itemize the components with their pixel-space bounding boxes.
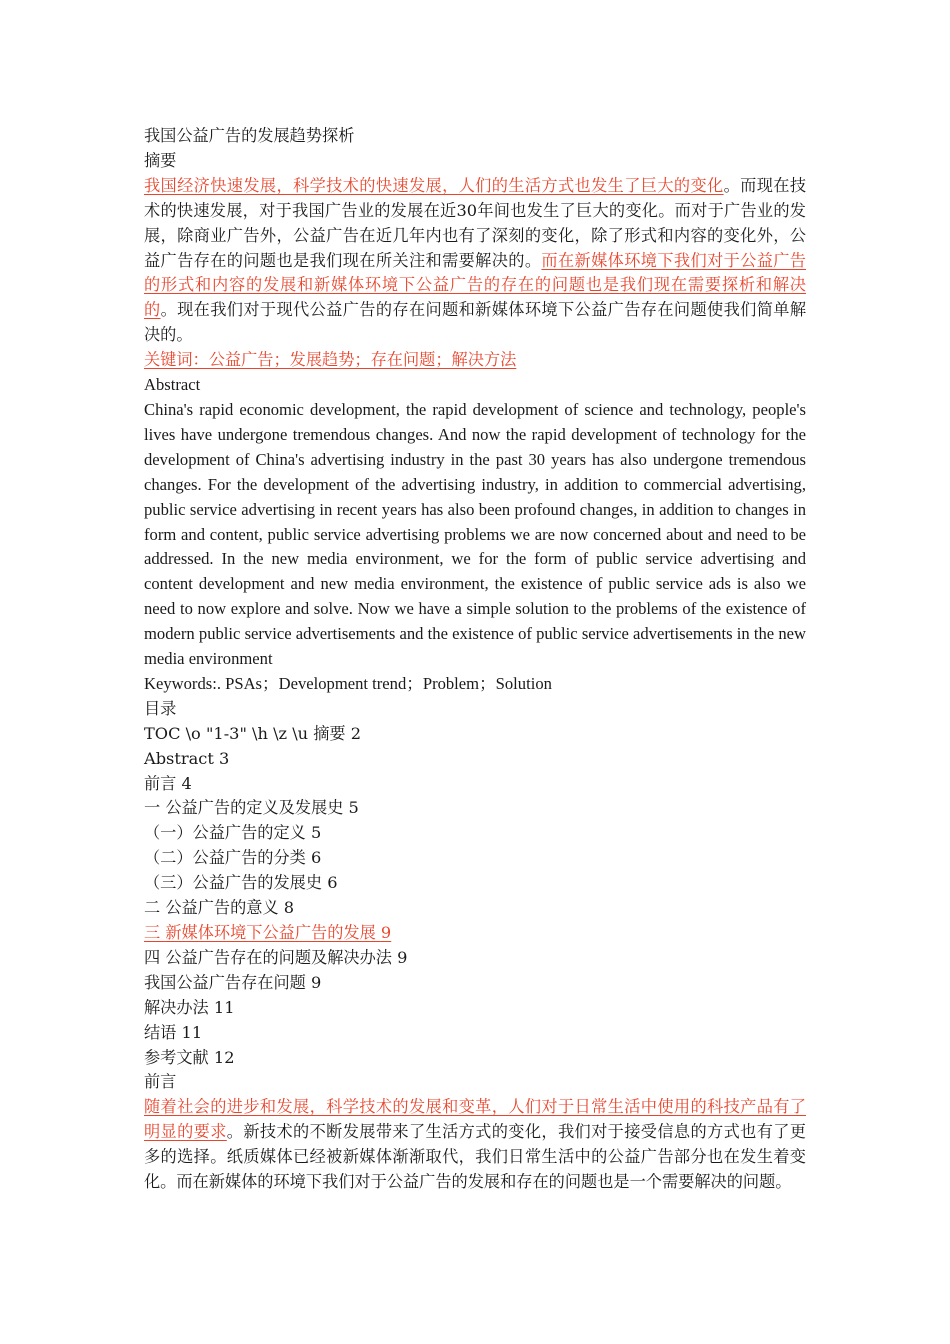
highlight-link[interactable]: 我国经济快速发展，科学技术的快速发展，人们的生活方式也发生了巨大的变化 (144, 175, 724, 195)
toc-item[interactable]: 参考文献 12 (144, 1047, 235, 1067)
toc-item[interactable]: （三）公益广告的发展史 6 (144, 873, 338, 893)
document-page (144, 124, 806, 1195)
toc-item[interactable]: 解决办法 11 (144, 997, 235, 1017)
abstract-cn-heading: 摘要 (144, 150, 177, 170)
abstract-en-paragraph: China's rapid economic development, the rapid development of science and technology, people's lives have undergone tremendous changes. And now the rapid development of technology for the development of China's advertising industry in the past 30 years has also undergone tremendous changes. For the development of the advertising industry, in addition to commercial advertising, public service advertising in recent years has also been profound changes, in addition to changes in form and content, public service advertising problems we are now concerned about and need to be addressed. In the new media environment, we for the form of public service advertising and content development and new media environment, the existence of public service ads is also we need to now explore and solve. Now we have a simple solution to the problems of the existence of modern public service advertisements and the existence of public service advertisements in the new media environment (144, 399, 806, 669)
toc-item[interactable]: 一 公益广告的定义及发展史 5 (144, 798, 359, 818)
toc-item[interactable]: （一）公益广告的定义 5 (144, 823, 322, 843)
toc-item[interactable]: 前言 4 (144, 773, 192, 793)
document-title: 我国公益广告的发展趋势探析 (144, 126, 355, 145)
toc-item-highlighted[interactable]: 三 新媒体环境下公益广告的发展 9 (144, 923, 392, 942)
toc-item[interactable]: 二 公益广告的意义 8 (144, 898, 295, 918)
preface-text: 。新技术的不断发展带来了生活方式的变化，我们对于接受信息的方式也有了更多的选择。纸质媒体已经被新媒体渐渐取代，我们日常生活中的公益广告部分也在发生着变化。而在新媒体的环境下我们对于公益广告的发展和存在的问题也是一个需要解决的问题。 (144, 1122, 806, 1192)
abstract-cn-text: 。而现在技术的快速发展，对于我国广告业的发展在近30年间也发生了巨大的变化。而对于广告业的发展，除商业广告外，公益广告在近几年内也有了深刻的变化，除了形式和内容的变化外，公益广告存在的问题也是我们现在所关注和需要解决的。 (144, 175, 807, 270)
keywords-en: Keywords:. PSAs；Development trend；Problem；Solution (144, 673, 552, 693)
highlight-link[interactable]: 随着社会的进步和发展，科学技术的发展和变革，人们对于日常生活中使用的科技产品有了明显的要求 (144, 1097, 806, 1142)
toc-heading: 目录 (144, 698, 177, 718)
table-of-contents (144, 722, 806, 1071)
toc-item[interactable]: 四 公益广告存在的问题及解决办法 9 (144, 947, 408, 967)
toc-item[interactable]: 结语 11 (144, 1022, 203, 1042)
preface-paragraph (144, 1095, 806, 1195)
toc-item[interactable]: （二）公益广告的分类 6 (144, 848, 322, 868)
abstract-cn-text: 。现在我们对于现代公益广告的存在问题和新媒体环境下公益广告存在问题使我们简单解决的。 (144, 300, 807, 345)
toc-item[interactable]: TOC \o "1-3" \h \z \u 摘要 2 (144, 723, 362, 743)
keywords-cn-link[interactable]: 关键词：公益广告；发展趋势；存在问题；解决方法 (144, 350, 517, 370)
toc-item[interactable]: 我国公益广告存在问题 9 (144, 972, 322, 992)
highlight-link[interactable]: 而在新媒体环境下我们对于公益广告的形式和内容的发展和新媒体环境下公益广告的存在的问题也是我们现在需要探析和解决的 (144, 250, 806, 320)
abstract-cn-paragraph (144, 174, 806, 348)
toc-item[interactable]: Abstract 3 (144, 748, 230, 768)
preface-heading: 前言 (144, 1072, 177, 1092)
abstract-en-heading: Abstract (144, 375, 201, 395)
